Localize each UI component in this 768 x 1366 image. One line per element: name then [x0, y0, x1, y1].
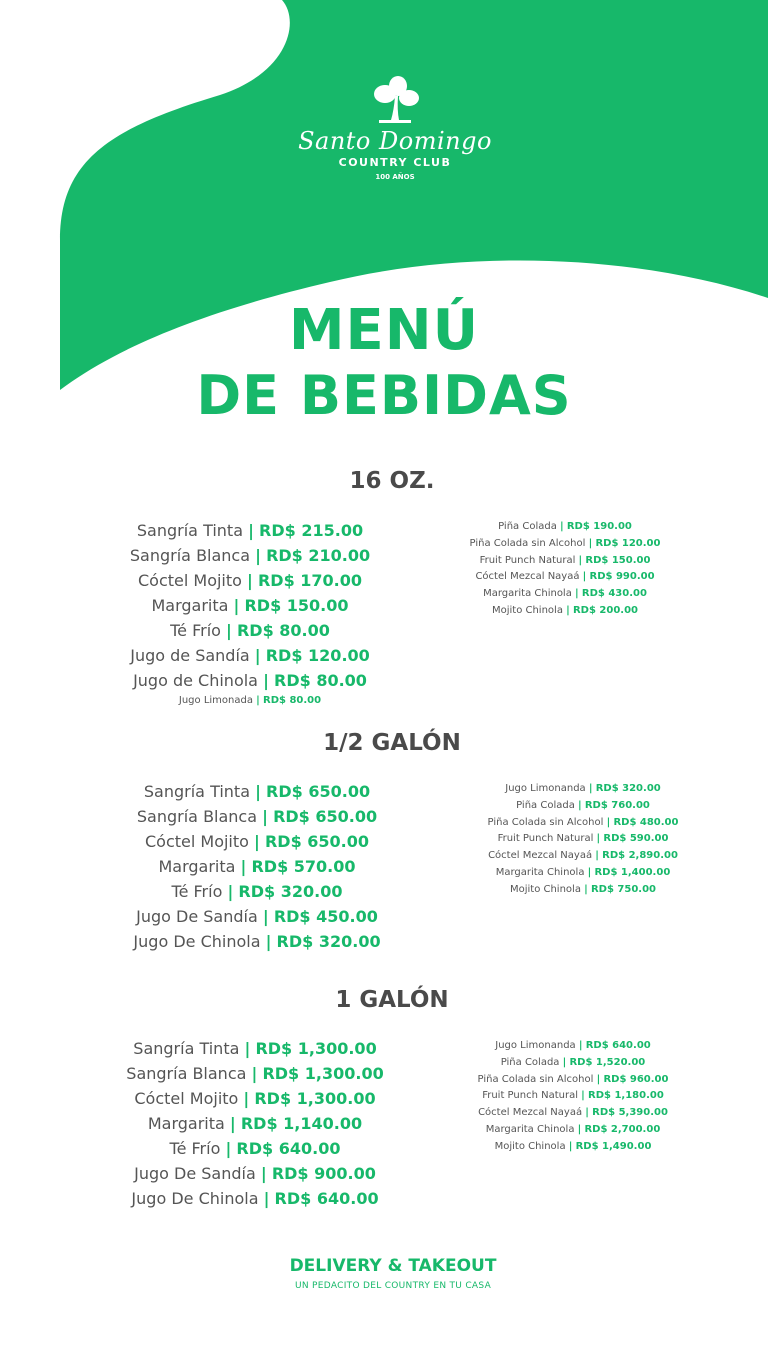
menu-item: Piña Colada sin Alcohol | RD$ 480.00	[487, 816, 679, 828]
section-title-one-gallon: 1 GALÓN	[335, 987, 449, 1013]
menu-item: Cóctel Mojito | RD$ 170.00	[137, 571, 363, 590]
menu-item: Cóctel Mezcal Nayaá | RD$ 5,390.00	[478, 1107, 668, 1119]
menu-item: Sangría Blanca | RD$ 650.00	[136, 807, 378, 826]
menu-item: Piña Colada sin Alcohol | RD$ 960.00	[477, 1073, 669, 1085]
logo-years-text: 100 AÑOS	[375, 173, 415, 181]
menu-item: Fruit Punch Natural | RD$ 1,180.00	[482, 1090, 664, 1102]
menu-item: Margarita Chinola | RD$ 1,400.00	[495, 866, 671, 878]
menu-item: Jugo Limonada | RD$ 80.00	[178, 695, 322, 706]
menu-title-line2: DE BEBIDAS	[196, 364, 572, 427]
section-title-16oz: 16 OZ.	[349, 468, 435, 494]
menu-item: Piña Colada | RD$ 190.00	[498, 521, 632, 532]
menu-item: Piña Colada | RD$ 760.00	[516, 799, 650, 811]
section-one-gallon-left-list	[60, 1036, 450, 1211]
section-half-gallon-right-list	[430, 781, 736, 899]
footer-title: DELIVERY & TAKEOUT	[289, 1256, 497, 1276]
menu-item: Sangría Blanca | RD$ 210.00	[129, 546, 371, 565]
menu-item: Sangría Blanca | RD$ 1,300.00	[126, 1064, 384, 1083]
menu-item: Sangría Tinta | RD$ 215.00	[136, 521, 364, 540]
menu-item: Jugo Limonanda | RD$ 640.00	[495, 1040, 651, 1051]
menu-item: Jugo De Chinola | RD$ 320.00	[133, 932, 381, 951]
menu-item: Jugo De Sandía | RD$ 450.00	[136, 907, 378, 926]
menu-item: Jugo De Sandía | RD$ 900.00	[134, 1164, 376, 1183]
menu-item: Té Frío | RD$ 80.00	[170, 621, 330, 640]
section-title-half-gallon: 1/2 GALÓN	[323, 730, 461, 756]
menu-item: Sangría Tinta | RD$ 650.00	[143, 782, 371, 801]
menu-item: Piña Colada sin Alcohol | RD$ 120.00	[469, 537, 661, 549]
menu-item: Margarita Chinola | RD$ 430.00	[483, 588, 647, 600]
menu-item: Jugo de Sandía | RD$ 120.00	[130, 646, 370, 665]
menu-item: Jugo Limonanda | RD$ 320.00	[505, 783, 661, 794]
menu-item: Margarita Chinola | RD$ 2,700.00	[485, 1123, 661, 1135]
section-16oz-left-list	[60, 518, 440, 709]
menu-item: Mojito Chinola | RD$ 1,490.00	[494, 1140, 652, 1152]
section-one-gallon-right-list	[420, 1038, 726, 1156]
section-16oz-right-list	[420, 519, 710, 620]
footer-subtitle: UN PEDACITO DEL COUNTRY EN TU CASA	[294, 1281, 492, 1291]
menu-item: Mojito Chinola | RD$ 200.00	[491, 604, 639, 616]
tree-icon	[365, 74, 425, 126]
menu-item: Fruit Punch Natural | RD$ 150.00	[479, 554, 651, 566]
menu-item: Jugo de Chinola | RD$ 80.00	[133, 671, 367, 690]
menu-item: Piña Colada | RD$ 1,520.00	[500, 1056, 646, 1068]
menu-item: Fruit Punch Natural | RD$ 590.00	[497, 833, 669, 845]
menu-item: Jugo De Chinola | RD$ 640.00	[131, 1189, 379, 1208]
menu-item: Cóctel Mojito | RD$ 650.00	[144, 832, 370, 851]
menu-item: Margarita | RD$ 1,140.00	[147, 1114, 363, 1133]
menu-item: Té Frío | RD$ 640.00	[169, 1139, 341, 1158]
club-logo	[290, 74, 500, 181]
logo-club-text: COUNTRY CLUB	[338, 156, 452, 169]
section-half-gallon-left-list	[72, 779, 442, 954]
menu-item: Cóctel Mezcal Nayaá | RD$ 2,890.00	[488, 850, 678, 862]
logo-script-text: Santo Domingo	[298, 127, 492, 155]
menu-item: Cóctel Mojito | RD$ 1,300.00	[134, 1089, 376, 1108]
menu-item: Cóctel Mezcal Nayaá | RD$ 990.00	[475, 571, 655, 583]
menu-item: Mojito Chinola | RD$ 750.00	[509, 883, 657, 895]
menu-item: Margarita | RD$ 150.00	[151, 596, 349, 615]
menu-item: Té Frío | RD$ 320.00	[171, 882, 343, 901]
menu-item: Margarita | RD$ 570.00	[158, 857, 356, 876]
menu-item: Sangría Tinta | RD$ 1,300.00	[133, 1039, 377, 1058]
menu-title-line1: MENÚ	[288, 298, 480, 363]
